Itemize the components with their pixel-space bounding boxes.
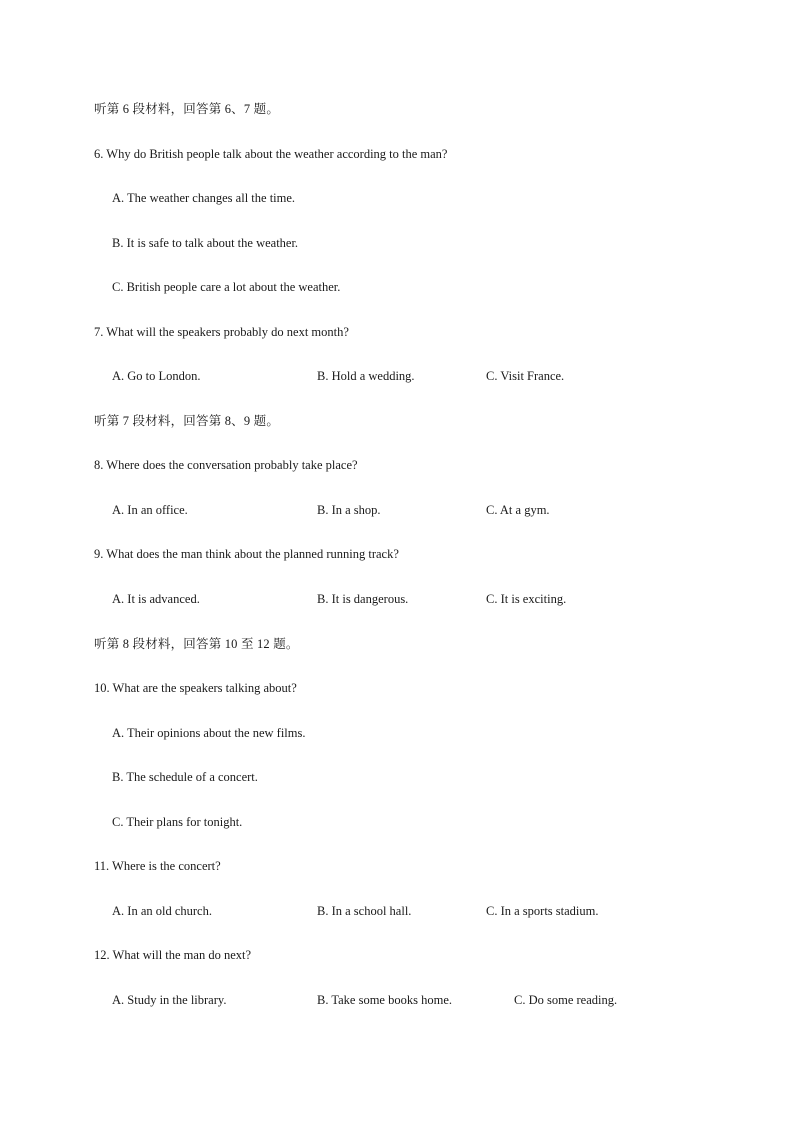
question-6: 6. Why do British people talk about the weather according to the man? [94,147,448,161]
question-7: 7. What will the speakers probably do next month? [94,325,349,339]
question-12: 12. What will the man do next? [94,948,252,962]
question-11-option-a: A. In an old church. [112,904,212,918]
section-heading-8: 听第 8 段材料，回答第 10 至 12 题。 [94,637,299,651]
question-9-option-b: B. It is dangerous. [317,592,409,606]
question-8-option-b: B. In a shop. [317,503,381,517]
question-9: 9. What does the man think about the planned running track? [94,547,399,561]
question-9-option-a: A. It is advanced. [112,592,200,606]
question-7-option-a: A. Go to London. [112,369,201,383]
question-10-option-b: B. The schedule of a concert. [112,770,258,784]
question-6-option-b: B. It is safe to talk about the weather. [112,236,299,250]
question-8-option-c: C. At a gym. [486,503,550,517]
question-12-option-b: B. Take some books home. [317,993,452,1007]
question-6-option-c: C. British people care a lot about the weather. [112,280,341,294]
question-11-option-c: C. In a sports stadium. [486,904,599,918]
question-10-option-c: C. Their plans for tonight. [112,815,243,829]
question-6-option-a: A. The weather changes all the time. [112,191,296,205]
question-11-option-b: B. In a school hall. [317,904,412,918]
question-10-option-a: A. Their opinions about the new films. [112,726,306,740]
question-10: 10. What are the speakers talking about? [94,681,297,695]
question-8: 8. Where does the conversation probably take place? [94,458,358,472]
question-12-option-c: C. Do some reading. [514,993,618,1007]
question-7-option-b: B. Hold a wedding. [317,369,415,383]
section-heading-7: 听第 7 段材料，回答第 8、9 题。 [94,414,280,428]
question-9-option-c: C. It is exciting. [486,592,567,606]
question-7-option-c: C. Visit France. [486,369,565,383]
question-12-option-a: A. Study in the library. [112,993,227,1007]
question-11: 11. Where is the concert? [94,859,221,873]
section-heading-6: 听第 6 段材料，回答第 6、7 题。 [94,102,280,116]
question-8-option-a: A. In an office. [112,503,188,517]
